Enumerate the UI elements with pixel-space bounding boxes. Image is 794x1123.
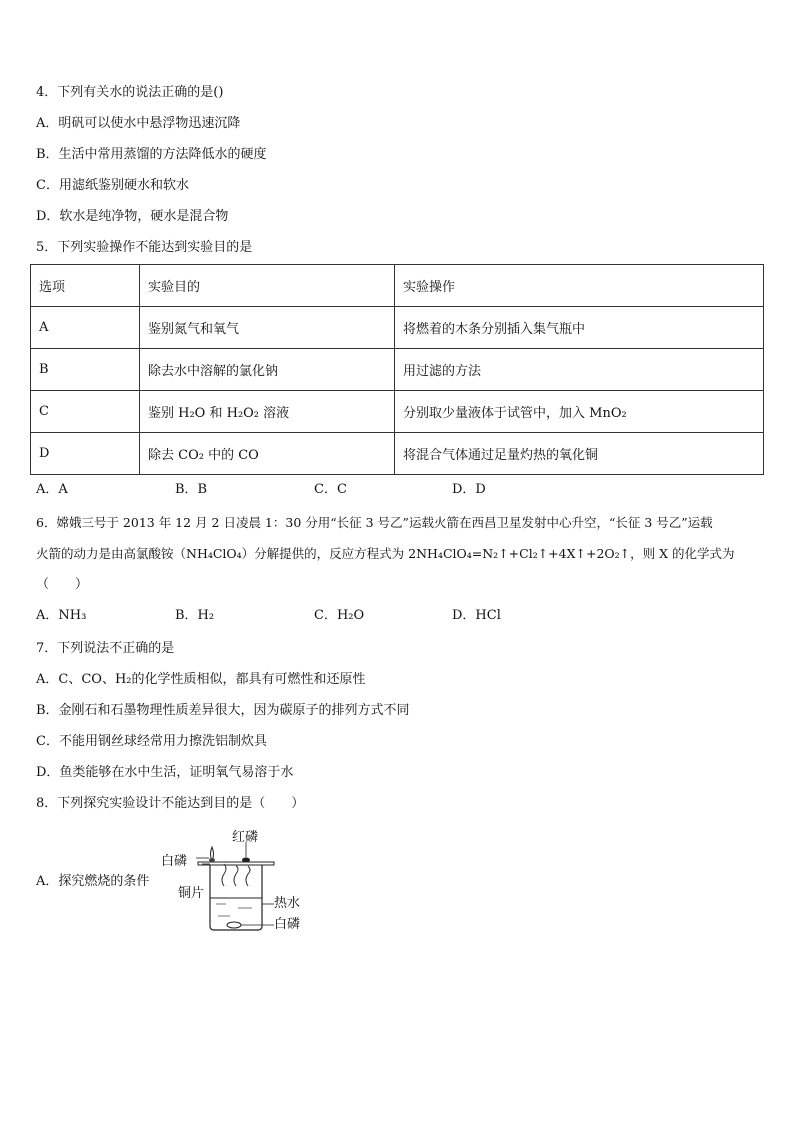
table-row [31,349,764,391]
copper-plate-label: 铜片 [178,886,205,901]
q6-choice-c: C．H₂O [314,608,365,623]
table-row [31,433,764,475]
white-phosphorus-bottom-label: 白磷 [274,917,301,932]
table-cell-purpose: 鉴别 H₂O 和 H₂O₂ 溶液 [140,391,395,433]
table-header-option: 选项 [31,265,140,307]
table-cell-operation: 将混合气体通过足量灼热的氧化铜 [395,433,764,475]
hot-water-label: 热水 [274,896,301,911]
table-cell-purpose: 鉴别氮气和氧气 [140,307,395,349]
q5-choice-d: D．D [452,482,486,497]
q5-stem: 5．下列实验操作不能达到实验目的是 [36,240,253,255]
q5-table [30,264,764,475]
copper-plate-shape [198,862,274,865]
q6-choice-b: B．H₂ [175,608,215,623]
table-header-row [31,265,764,307]
table-row [31,307,764,349]
q7-option-d: D．鱼类能够在水中生活，证明氧气易溶于水 [36,765,294,780]
q6-line3: （ ） [36,577,89,592]
table-cell-option: C [31,391,140,433]
q6-choice-d: D．HCl [452,608,501,623]
q4-option-c: C．用滤纸鉴别硬水和软水 [36,178,189,193]
table-cell-option: A [31,307,140,349]
q4-option-a: A．明矾可以使水中悬浮物迅速沉降 [36,116,241,131]
table-cell-operation: 将燃着的木条分别插入集气瓶中 [395,307,764,349]
steam-icon [222,864,226,886]
table-cell-purpose: 除去水中溶解的氯化钠 [140,349,395,391]
q5-choice-a: A．A [36,482,68,497]
q7-stem: 7．下列说法不正确的是 [36,641,175,656]
steam-icon [246,866,250,886]
steam-icon [234,866,238,886]
table-cell-operation: 分别取少量液体于试管中，加入 MnO₂ [395,391,764,433]
red-phosphorus-label: 红磷 [232,830,259,845]
table-cell-option: B [31,349,140,391]
white-phosphorus-top-label: 白磷 [161,854,188,869]
table-header-purpose: 实验目的 [140,265,395,307]
q8-stem: 8．下列探究实验设计不能达到目的是（ ） [36,796,305,811]
table-cell-option: D [31,433,140,475]
q7-option-b: B．金刚石和石墨物理性质差异很大，因为碳原子的排列方式不同 [36,703,410,718]
q4-stem: 4．下列有关水的说法正确的是() [36,85,224,100]
q5-choice-b: B．B [175,482,208,497]
q6-line2: 火箭的动力是由高氯酸铵（NH₄ClO₄）分解提供的，反应方程式为 2NH₄ClO₄=N₂↑+Cl₂↑+4X↑+2O₂↑，则 X 的化学式为 [36,546,735,561]
q8-option-a: A．探究燃烧的条件 [36,874,150,889]
q7-option-a: A．C、CO、H₂的化学性质相似，都具有可燃性和还原性 [36,672,366,687]
table-cell-purpose: 除去 CO₂ 中的 CO [140,433,395,475]
table-header-operation: 实验操作 [395,265,764,307]
q5-choice-c: C．C [314,482,347,497]
q6-line1: 6．嫦娥三号于 2013 年 12 月 2 日凌晨 1：30 分用“长征 3 号乙”运载火箭在西昌卫星发射中心升空，“长征 3 号乙”运载 [36,515,713,530]
white-phosphorus-bottom-shape [227,922,241,928]
table-cell-operation: 用过滤的方法 [395,349,764,391]
table-row [31,391,764,433]
white-phosphorus-top-shape [209,858,215,862]
q6-choice-a: A．NH₃ [36,608,87,623]
red-phosphorus-shape [242,858,250,863]
combustion-experiment-figure [160,828,310,938]
q7-option-c: C．不能用钢丝球经常用力擦洗铝制炊具 [36,734,267,749]
q4-option-b: B．生活中常用蒸馏的方法降低水的硬度 [36,147,267,162]
q4-option-d: D．软水是纯净物，硬水是混合物 [36,209,229,224]
